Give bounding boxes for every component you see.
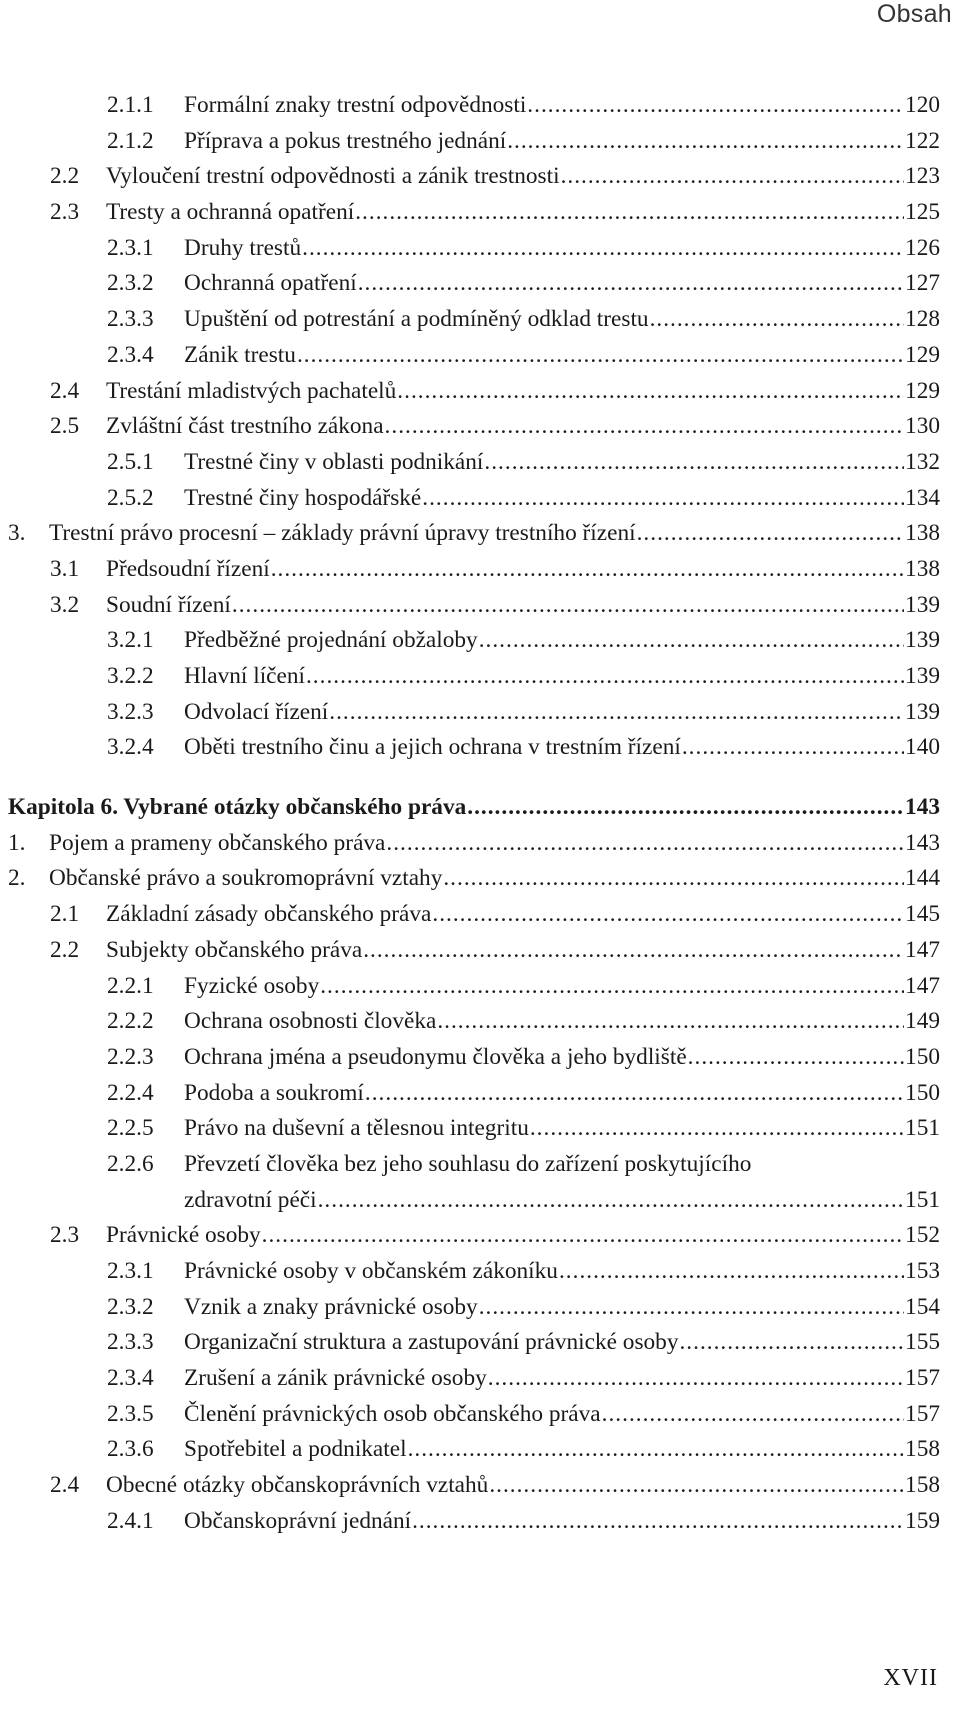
toc-entry-page: 145 [905,901,940,928]
toc-entry[interactable] [0,338,960,374]
toc-entry-title: Obecné otázky občanskoprávních vztahů [106,1472,489,1499]
toc-entry-title: Trestné činy v oblasti podnikání [184,448,484,475]
dot-leader [561,159,904,195]
toc-entry[interactable] [0,1218,960,1254]
toc-entry[interactable] [0,897,960,933]
toc-entry-number: 2.3.1 [107,1258,154,1284]
toc-entry-title: Podoba a soukromí [184,1079,364,1106]
toc-entry-page: 154 [905,1293,940,1320]
toc-entry-line [184,1254,940,1290]
dot-leader [297,338,904,374]
dot-leader [688,1040,904,1076]
toc-entry-page: 139 [905,663,940,689]
toc-entry-page: 127 [905,270,940,297]
toc-entry-number: 2.2.1 [107,972,154,999]
toc-entry-number: 2.3.6 [107,1436,154,1463]
toc-entry[interactable] [0,1254,960,1290]
toc-entry[interactable] [0,159,960,195]
toc-entry[interactable] [0,588,960,624]
toc-entry-line [184,1397,940,1433]
toc-entry-line [184,730,940,766]
toc-entry-title: Zvláštní část trestního zákona [106,413,384,440]
toc-entry-page: 159 [905,1507,940,1534]
toc-entry-page: 153 [905,1258,940,1284]
toc-entry-number: 3.2.4 [107,734,154,761]
toc-entry-title: Tresty a ochranná opatření [106,199,355,226]
toc-entry-title: Občanské právo a soukromoprávní vztahy [49,865,443,892]
toc-entry-number: 3.1 [50,555,80,582]
toc-entry-title: Zánik trestu [184,341,296,368]
dot-leader [232,588,904,624]
toc-entry-line [106,159,940,195]
toc-entry-line [184,231,940,267]
toc-entry-line [184,1432,940,1468]
toc-entry-title: Ochrana osobnosti člověka [184,1008,437,1035]
toc-entry[interactable] [0,861,960,897]
toc-entry-line [106,588,940,624]
toc-entry-title: Základní zásady občanského práva [106,901,432,928]
toc-entry-page: 126 [905,234,940,261]
toc-entry-number: 2.3.2 [107,270,154,297]
toc-entry[interactable] [0,481,960,517]
dot-leader [559,1254,904,1290]
toc-entry-page: 134 [905,484,940,511]
toc-entry-number: 2.3.4 [107,1365,154,1392]
toc-entry-title: Formální znaky trestní odpovědnosti [184,92,527,118]
toc-entry-page: 158 [905,1472,940,1499]
dot-leader [602,1397,904,1433]
toc-entry[interactable] [0,195,960,231]
toc-entry[interactable] [0,1111,960,1147]
section-gap [0,766,960,790]
toc-entry[interactable] [0,124,960,160]
toc-entry-line [184,659,940,695]
toc-entry-page: 155 [905,1329,940,1356]
dot-leader [386,826,904,862]
toc-entry[interactable] [0,1325,960,1361]
toc-entry-number: 2.2.2 [107,1008,154,1035]
toc-entry-line [184,969,940,1005]
running-head: Obsah [876,0,952,28]
toc-entry-page: 147 [905,936,940,963]
dot-leader [479,623,904,659]
toc-entry-page: 129 [905,341,940,368]
toc-entry-title: Příprava a pokus trestného jednání [184,127,507,154]
dot-leader [318,1183,904,1219]
toc-entry-title: Oběti trestního činu a jejich ochrana v trestním řízení [184,734,681,761]
dot-leader [479,1290,904,1326]
toc-entry-page: 139 [905,698,940,725]
dot-leader [527,88,904,124]
toc-entry[interactable] [0,969,960,1005]
dot-leader [365,1076,904,1112]
toc-entry-title: Spotřebitel a podnikatel [184,1436,407,1463]
toc-entry[interactable] [0,1147,960,1183]
toc-entry-number: 2.2.6 [107,1150,154,1177]
toc-entry-page: 157 [905,1365,940,1392]
toc-entry-title: Zrušení a zánik právnické osoby [184,1365,487,1392]
toc-entry-page: 138 [905,555,940,582]
toc-entry-number: 2.3.3 [107,1329,154,1356]
toc-entry-line [184,481,940,517]
toc-entry[interactable] [0,1076,960,1112]
toc-entry-line [184,1290,940,1326]
toc-entry-page: 128 [905,306,940,333]
toc-entry-title: Předběžné projednání obžaloby [184,627,478,654]
toc-entry-number: 1. [8,829,26,856]
dot-leader [530,1111,904,1147]
toc-entry-line [184,445,940,481]
dot-leader [650,302,904,338]
toc-entry[interactable] [0,826,960,862]
toc-entry-number: 2.3.4 [107,341,154,368]
toc-entry-title: Pojem a prameny občanského práva [49,829,386,856]
toc-entry-line [106,897,940,933]
toc-entry-line [184,338,940,374]
toc-entry-title: Druhy trestů [184,234,302,261]
toc-entry-line [184,695,940,731]
toc-entry-title: Upuštění od potrestání a podmíněný odklad trestu [184,306,649,333]
toc-entry[interactable] [0,302,960,338]
toc-entry-page: 152 [905,1222,940,1249]
toc-entry-page: 143 [905,829,940,856]
toc-entry[interactable] [0,730,960,766]
dot-leader [358,266,904,302]
toc-entry[interactable] [0,1432,960,1468]
toc-entry-page: 147 [905,972,940,999]
toc-entry-line [8,790,940,826]
toc-entry-line [106,195,940,231]
toc-entry-line [184,1183,940,1219]
dot-leader [397,374,904,410]
dot-leader [355,195,904,231]
toc-entry-title: Občanskoprávní jednání [184,1507,412,1534]
toc-entry[interactable] [0,552,960,588]
toc-entry-number: 2.2.5 [107,1115,154,1142]
toc-entry-line [106,552,940,588]
toc-entry[interactable] [0,1040,960,1076]
dot-leader [363,933,904,969]
toc-entry-line [184,88,940,124]
toc-entry-number: 2.4.1 [107,1507,154,1534]
toc-entry-number: 3. [8,520,26,547]
toc-entry-number: 2.1.1 [107,92,154,118]
toc-entry-page: 120 [905,92,940,118]
toc-entry-number: 2.5.1 [107,448,154,475]
toc-entry-line [184,1111,940,1147]
toc-entry-number: 2.3.1 [107,234,154,261]
toc-entry-number: 2.2.4 [107,1079,154,1106]
dot-leader [443,861,904,897]
toc-entry-title: Právo na duševní a tělesnou integritu [184,1115,529,1142]
dot-leader [489,1468,904,1504]
toc-entry-title: Odvolací řízení [184,698,329,725]
toc-entry-number: 3.2.2 [107,663,154,689]
toc-entry-line [184,1004,940,1040]
toc-entry-line [49,826,940,862]
toc-entry-line [184,1147,940,1183]
toc-entry-page: 158 [905,1436,940,1463]
toc-entry-page: 149 [905,1008,940,1035]
toc-entry-title: Právnické osoby v občanském zákoníku [184,1258,558,1284]
toc-entry-page: 150 [905,1043,940,1070]
toc-chapter-entry[interactable] [0,790,960,826]
toc-entry-page: 144 [905,865,940,892]
toc-entry-line [49,861,940,897]
toc-entry[interactable] [0,88,960,124]
toc-entry-title: Trestání mladistvých pachatelů [106,377,397,404]
toc-entry-number: 2.3.5 [107,1400,154,1427]
dot-leader [302,231,904,267]
toc-entry-title: Ochrana jména a pseudonymu člověka a jeho bydliště [184,1043,687,1070]
toc-entry-title: Trestné činy hospodářské [184,484,422,511]
toc-entry-title: Trestní právo procesní – základy právní úpravy trestního řízení [49,520,636,547]
dot-leader [306,659,904,695]
toc-entry-line [106,409,940,445]
toc-entry-page: 130 [905,413,940,440]
dot-leader [467,790,904,826]
toc-entry-number: 2.5.2 [107,484,154,511]
toc-entry[interactable] [0,231,960,267]
toc-entry-number: 2.4 [50,1472,80,1499]
toc-entry[interactable] [0,1397,960,1433]
toc-entry-title: Předsoudní řízení [106,555,270,582]
toc-entry[interactable] [0,266,960,302]
toc-entry-number: 2.3.3 [107,306,154,333]
toc-entry[interactable] [0,659,960,695]
toc-entry-page: 151 [905,1115,940,1142]
toc-entry[interactable] [0,623,960,659]
toc-entry[interactable] [0,1504,960,1540]
toc-entry-number: 2.2.3 [107,1043,154,1070]
toc-entry-title: Převzetí člověka bez jeho souhlasu do zařízení poskytujícího [184,1150,752,1177]
toc-entry-line [106,374,940,410]
toc-entry[interactable] [0,1004,960,1040]
toc-entry-number: 2.1 [50,901,80,928]
toc-entry-title: Soudní řízení [106,591,231,618]
toc-entry-line [184,1361,940,1397]
dot-leader [637,516,904,552]
dot-leader [320,969,904,1005]
dot-leader [484,445,904,481]
toc-entry-number: 2.1.2 [107,127,154,154]
toc-entry-page: 125 [905,199,940,226]
dot-leader [437,1004,904,1040]
dot-leader [507,124,904,160]
toc-entry-line [106,1468,940,1504]
toc-entry[interactable] [0,695,960,731]
toc-entry-line [106,933,940,969]
toc-entry[interactable] [0,1183,960,1219]
toc-entry-page: 157 [905,1400,940,1427]
toc-entry[interactable] [0,516,960,552]
toc-entry-page: 129 [905,377,940,404]
dot-leader [432,897,904,933]
toc-entry-line [184,1325,940,1361]
toc-entry-title: zdravotní péči [184,1186,317,1213]
toc-entry-number: 2.4 [50,377,80,404]
toc-entry[interactable] [0,374,960,410]
toc-entry-page: 143 [905,794,940,821]
toc-entry[interactable] [0,1468,960,1504]
toc-entry-page: 150 [905,1079,940,1106]
toc-entry[interactable] [0,1290,960,1326]
table-of-contents [0,88,960,1540]
toc-entry-title: Členění právnických osob občanského práva [184,1400,601,1427]
toc-entry[interactable] [0,933,960,969]
toc-entry-line [184,1076,940,1112]
toc-entry-title: Fyzické osoby [184,972,320,999]
toc-entry-title: Hlavní líčení [184,663,305,689]
toc-entry-number: 3.2.1 [107,627,154,654]
toc-entry-number: 2.5 [50,413,80,440]
dot-leader [679,1325,904,1361]
dot-leader [408,1432,904,1468]
toc-entry-page: 139 [905,627,940,654]
toc-entry-page: 140 [905,734,940,761]
dot-leader [329,695,904,731]
toc-entry-page: 123 [905,163,940,190]
toc-entry-number: 3.2.3 [107,698,154,725]
toc-entry-page: 132 [905,448,940,475]
toc-entry-line [49,516,940,552]
toc-entry-line [184,302,940,338]
dot-leader [412,1504,904,1540]
toc-entry-title: Vznik a znaky právnické osoby [184,1293,478,1320]
toc-entry-number: 2.3.2 [107,1293,154,1320]
toc-entry-number: 2.3 [50,199,80,226]
dot-leader [488,1361,904,1397]
toc-entry-title: Organizační struktura a zastupování právnické osoby [184,1329,679,1356]
toc-entry-page: 151 [905,1186,940,1213]
dot-leader [422,481,904,517]
toc-entry[interactable] [0,409,960,445]
toc-entry-line [184,1040,940,1076]
dot-leader [262,1218,904,1254]
dot-leader [271,552,904,588]
toc-entry-page: 138 [905,520,940,547]
toc-entry-line [184,623,940,659]
page-number: XVII [883,1665,938,1691]
toc-entry-title: Právnické osoby [106,1222,261,1249]
toc-entry-title: Kapitola 6. Vybrané otázky občanského práva [8,794,467,821]
toc-entry-line [184,266,940,302]
toc-entry-number: 3.2 [50,591,80,618]
toc-entry[interactable] [0,445,960,481]
toc-entry-number: 2.3 [50,1222,80,1249]
toc-entry-page: 122 [905,127,940,154]
toc-entry-title: Ochranná opatření [184,270,357,297]
toc-entry-line [106,1218,940,1254]
dot-leader [385,409,905,445]
toc-entry-line [184,1504,940,1540]
toc-entry-page: 139 [905,591,940,618]
toc-entry-title: Vyloučení trestní odpovědnosti a zánik trestnosti [106,163,560,190]
dot-leader [682,730,904,766]
toc-entry-number: 2.2 [50,936,80,963]
toc-entry[interactable] [0,1361,960,1397]
toc-entry-line [184,124,940,160]
toc-entry-number: 2. [8,865,26,892]
toc-entry-title: Subjekty občanského práva [106,936,363,963]
toc-entry-number: 2.2 [50,163,80,190]
